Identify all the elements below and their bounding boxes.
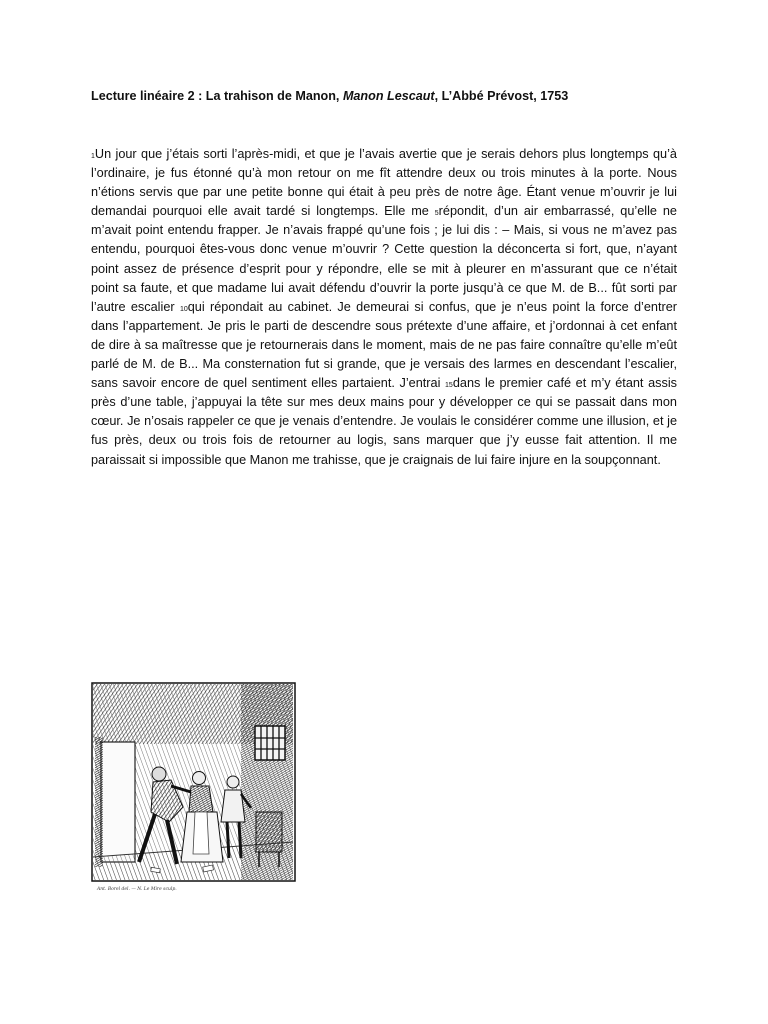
document-title xyxy=(91,88,691,104)
excerpt-segment-4: dans le premier café et m’y étant assis près d’une table, j’appuyai la tête sur mes deux mains pour y développer ce qui se passait dans mon cœur. Je n’osais rappeler ce que je venais d’entendre. Je voulais le considérer comme une illusion, et je fus près, deux ou trois fois de retourner au logis, sans marquer que j’y eusse fait attention. Il me paraissait si impossible que Manon me trahisse, que je craignais de lui faire injure en la soupçonnant. xyxy=(91,376,677,467)
line-number-1: 1 xyxy=(91,153,95,160)
line-number-15: 15 xyxy=(445,382,453,390)
svg-text:Ant. Borel del. — N. Le Mire s: Ant. Borel del. — N. Le Mire sculp. xyxy=(97,887,177,892)
engraving-illustration xyxy=(91,682,296,894)
engraving-image xyxy=(91,682,296,894)
line-number-10: 10 xyxy=(179,305,188,313)
title-work: Manon Lescaut xyxy=(342,89,435,103)
line-number-5: 5 xyxy=(434,210,439,218)
title-prefix: Lecture linéaire 2 : La trahison de Manon, xyxy=(91,89,343,103)
excerpt-text xyxy=(91,145,677,470)
excerpt-segment-2: répondit, d’un air embarrassé, qu’elle ne m’avait point entendu frapper. Je n’avais frappé qu’une fois ; je lui dis : – Mais, si vous ne m’avez pas entendu, pourquoi êtes-vous donc venue m’ouvrir ? Cette question la déconcerta si fort, que, n’ayant point assez de présence d’esprit pour y répondre, elle se mit à pleurer en m’assurant que ce n’était point sa faute, et que madame lui avait défendu d’ouvrir la porte jusqu’à ce que M. de B... fût sorti par l’autre escalier xyxy=(91,204,677,314)
excerpt-segment-3: qui répondait au cabinet. Je demeurai si confus, que je n’eus point la force d’entrer dans l’appartement. Je pris le parti de descendre sous prétexte d’une affaire, et j’ordonnai à cet enfant de dire à sa maîtresse que je retournerais dans le moment, mais de ne pas faire connaître qu’elle m’eût parlé de M. de B... Ma consternation fut si grande, que je versais des larmes en descendant l’escalier, sans savoir encore de quel sentiment elles partaient. J’entrai xyxy=(91,299,678,391)
title-suffix: , L’Abbé Prévost, 1753 xyxy=(434,89,569,103)
excerpt-segment-1: Un jour que j’étais sorti l’après-midi, et que je l’avais avertie que je serais dehors plus longtemps qu’à l’ordinaire, je fus étonné qu’à mon retour on me fît attendre deux ou trois minutes à la porte. Nous n’étions servis que par une petite bonne qui était à peu près de notre âge. Étant venue m’ouvrir je lui demandai pourquoi elle avait tardé si longtemps. Elle me xyxy=(91,147,677,219)
excerpt-paragraph xyxy=(91,145,677,470)
